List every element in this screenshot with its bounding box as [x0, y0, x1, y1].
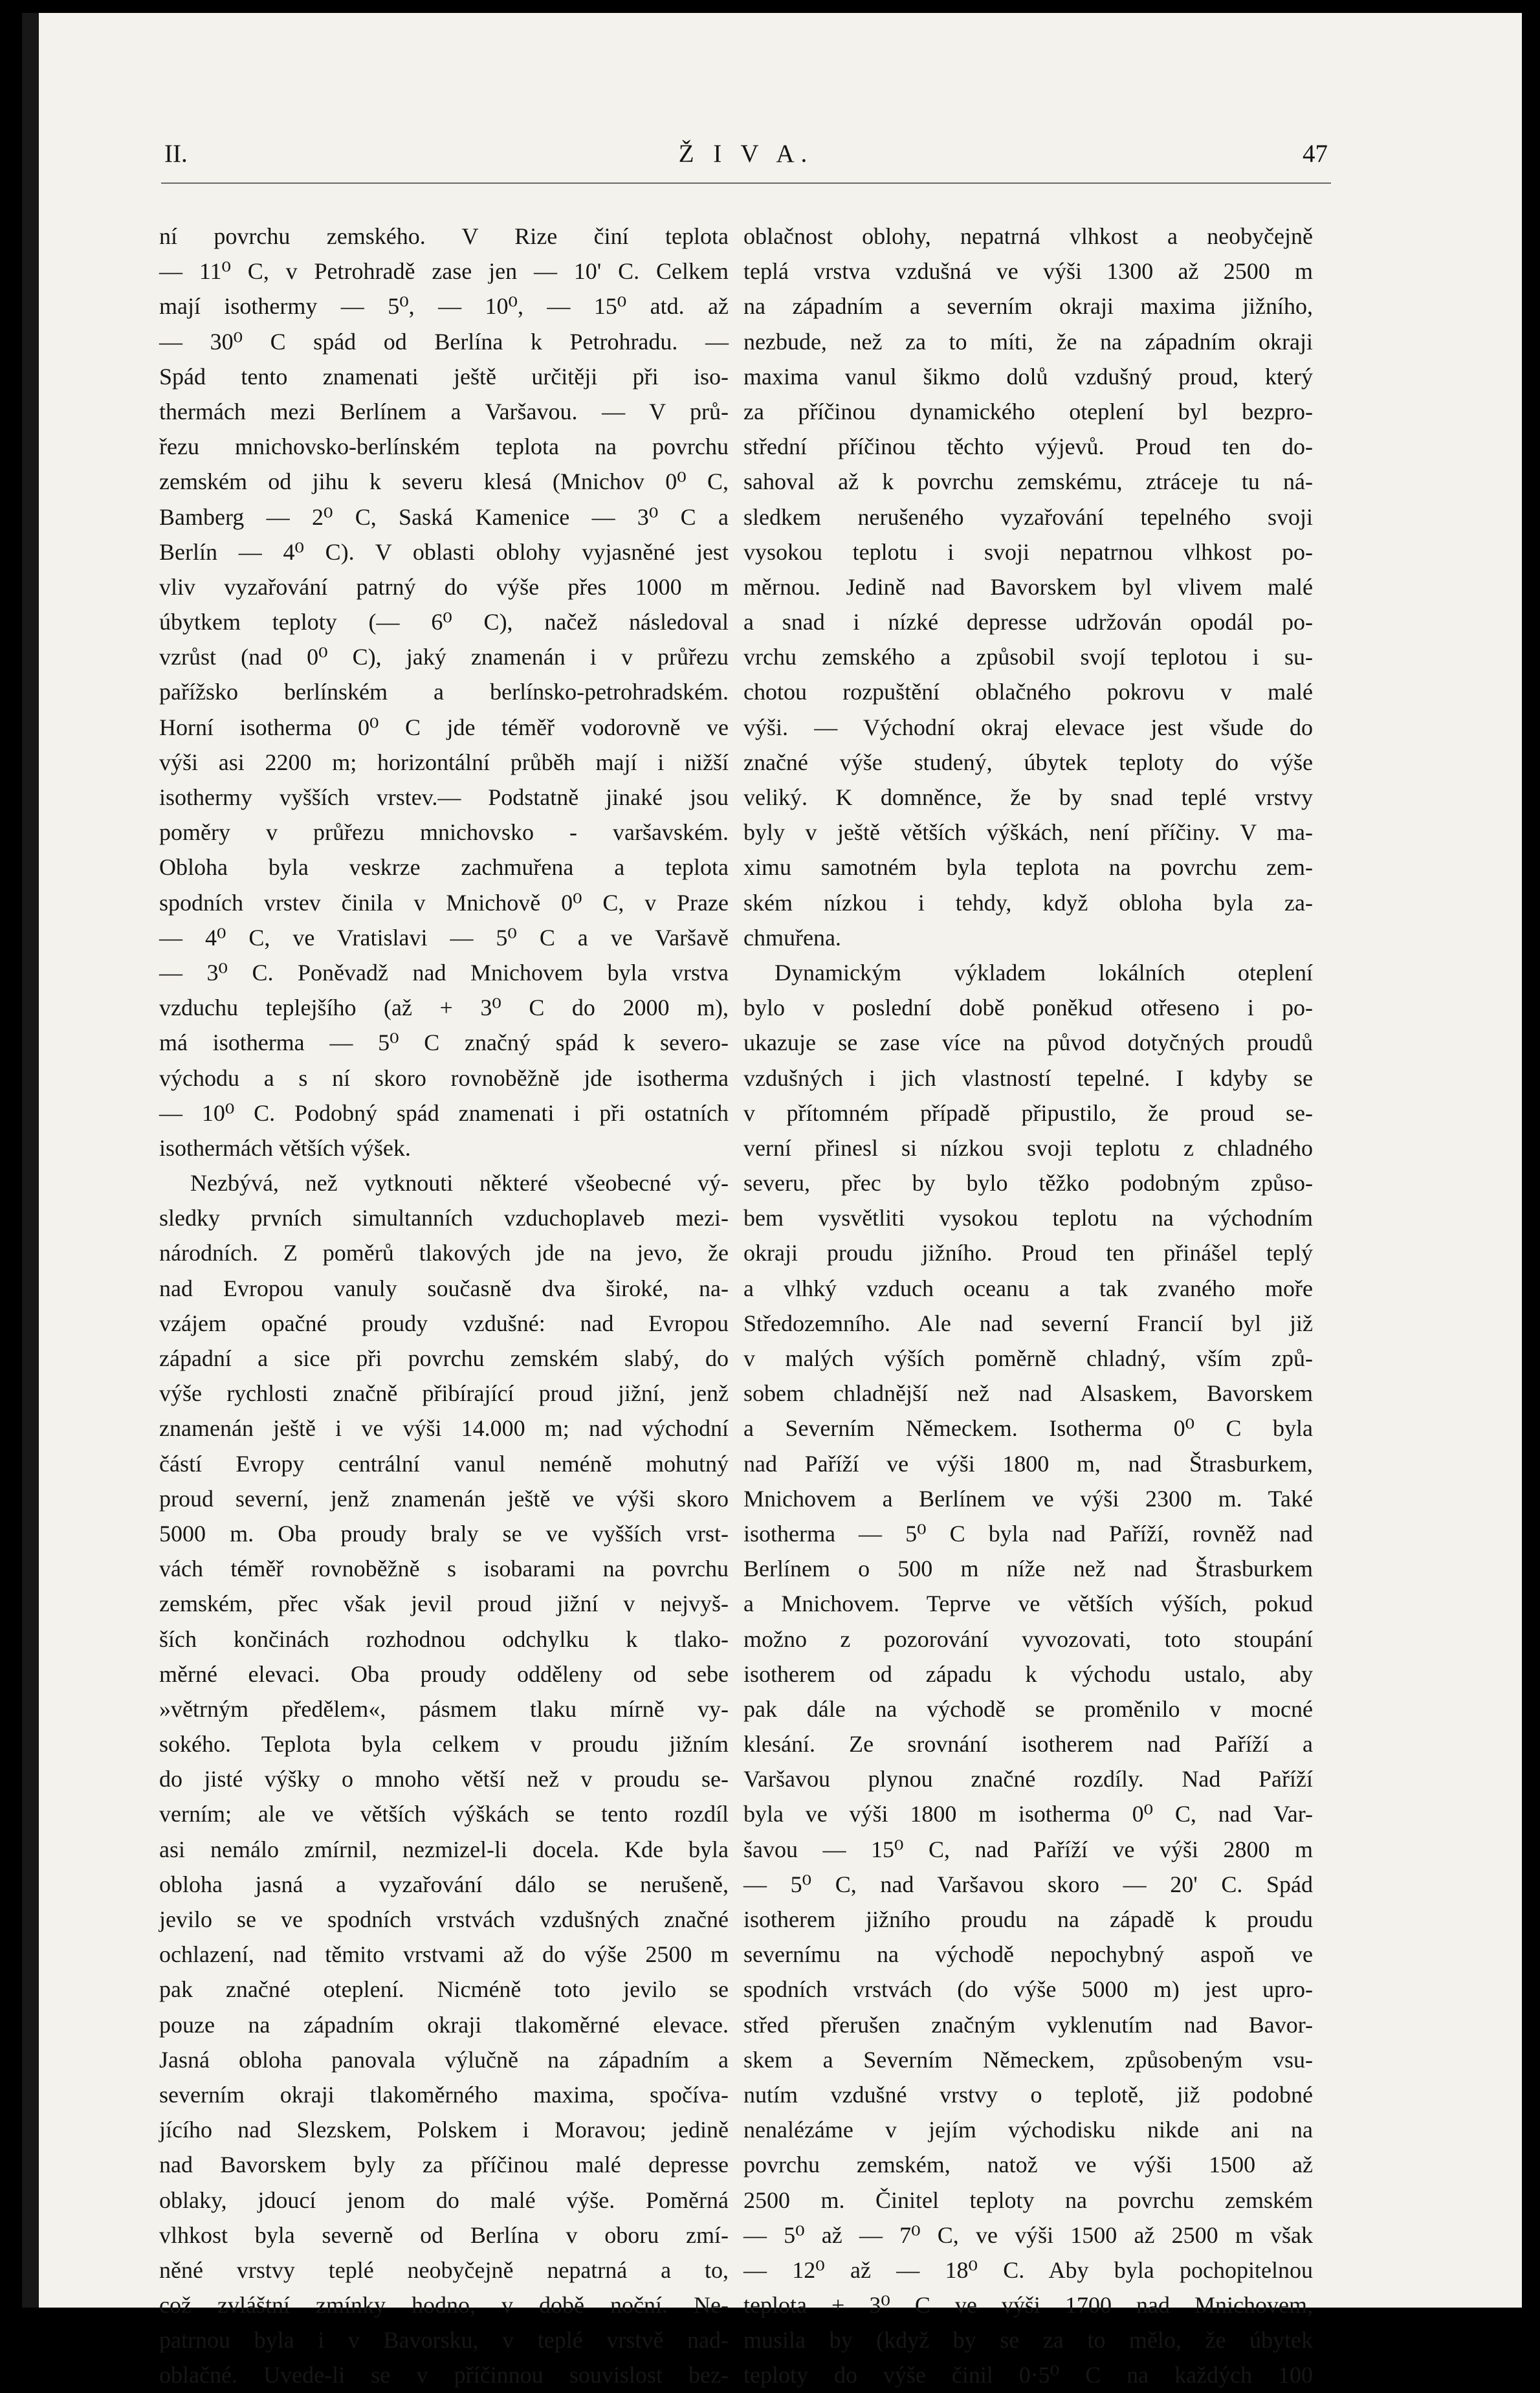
text-line: řezu mnichovsko-berlínském teplota na povrchu: [159, 434, 729, 460]
text-line: povrchu zemském, natož ve výši 1500 až: [743, 2152, 1313, 2178]
text-line: nenalézáme v jejím východisku nikde ani na: [743, 2117, 1313, 2143]
left-column: [159, 219, 729, 2393]
text-line: má isotherma — 5⁰ C značný spád k severo-: [159, 1030, 729, 1056]
text-line: isotherem od západu k východu ustalo, aby: [743, 1660, 1313, 1687]
text-line: jícího nad Slezskem, Polskem i Moravou; jedině: [159, 2117, 729, 2143]
text-line: a Severním Německem. Isotherma 0⁰ C byla: [743, 1415, 1313, 1442]
text-line: Dynamickým výkladem lokálních oteplení: [775, 959, 1313, 986]
text-line: veliký. K domněnce, že by snad teplé vrstvy: [743, 784, 1313, 810]
text-line: isotherem jižního proudu na západě k proudu: [743, 1906, 1313, 1932]
journal-page: [22, 13, 1522, 2388]
text-line: ochlazení, nad těmito vrstvami až do výše 2500 m: [159, 1941, 729, 1968]
text-line: Berlín — 4⁰ C). V oblasti oblohy vyjasněné jest: [159, 538, 729, 565]
text-line: sledky prvních simultanních vzduchoplaveb mezi-: [159, 1205, 729, 1231]
text-line: »větrným předělem«, pásmem tlaku mírně vy-: [159, 1695, 729, 1722]
text-line: vách téměř rovnoběžně s isobarami na povrchu: [159, 1556, 729, 1582]
text-line: ximu samotném byla teplota na povrchu zem-: [743, 854, 1313, 881]
text-line: vzduchu teplejšího (až + 3⁰ C do 2000 m),: [159, 995, 729, 1021]
text-line: byla ve výši 1800 m isotherma 0⁰ C, nad Var-: [743, 1801, 1313, 1827]
text-line: výše rychlosti značně přibírající proud jižní, jenž: [159, 1380, 729, 1407]
text-line: sahoval až k povrchu zemskému, ztráceje tu ná-: [743, 469, 1313, 495]
text-line: něné vrstvy teplé neobyčejně nepatrná a to,: [159, 2256, 729, 2283]
text-line: značné výše studený, úbytek teploty do výše: [743, 749, 1313, 775]
text-line: 5000 m. Oba proudy braly se ve vyšších vrst-: [159, 1520, 729, 1547]
text-line: ní povrchu zemského. V Rize činí teplota: [159, 223, 729, 249]
text-line: teploty do výše činil 0·5⁰ C na každých 100: [743, 2362, 1313, 2388]
text-line: pak značné oteplení. Nicméně toto jevilo se: [159, 1976, 729, 2003]
text-line: zemském od jihu k severu klesá (Mnichov 0⁰ C,: [159, 469, 729, 495]
text-line: úbytkem teploty (— 6⁰ C), načež následoval: [159, 609, 729, 635]
text-line: mají isothermy — 5⁰, — 10⁰, — 15⁰ atd. až: [159, 293, 729, 320]
page-number: 47: [1303, 140, 1328, 168]
text-line: nad Bavorskem byly za příčinou malé depresse: [159, 2152, 729, 2178]
text-line: — 4⁰ C, ve Vratislavi — 5⁰ C a ve Varšavě: [159, 924, 729, 951]
text-line: vliv vyzařování patrný do výše přes 1000 m: [159, 573, 729, 600]
text-line: šavou — 15⁰ C, nad Paříží ve výši 2800 m: [743, 1836, 1313, 1862]
text-line: chmuřena.: [743, 924, 841, 951]
section-number: II.: [164, 140, 188, 168]
text-line: bem vysvětliti vysokou teplotu na východním: [743, 1205, 1313, 1231]
text-line: sokého. Teplota byla celkem v proudu jižním: [159, 1731, 729, 1758]
text-line: nutím vzdušné vrstvy o teplotě, již podobné: [743, 2081, 1313, 2108]
text-line: částí Evropy centrální vanul neméně mohutný: [159, 1450, 729, 1477]
text-line: střední příčinou těchto výjevů. Proud ten do-: [743, 434, 1313, 460]
text-line: Nezbývá, než vytknouti některé všeobecné vý-: [190, 1170, 729, 1196]
text-line: Spád tento znamenati ještě určitěji při iso-: [159, 363, 729, 390]
text-line: patrnou byla i v Bavorsku, v teplé vrstvě nad-: [159, 2327, 729, 2354]
text-line: vzdušných i jich vlastností tepelné. I kdyby se: [743, 1064, 1313, 1091]
text-line: — 11⁰ C, v Petrohradě zase jen — 10' C. Celkem: [159, 258, 729, 285]
text-line: a vlhký vzduch oceanu a tak zvaného moře: [743, 1275, 1313, 1301]
text-line: pařížsko berlínském a berlínsko-petrohradském.: [159, 679, 729, 705]
text-line: severnímu na východě nepochybný aspoň ve: [743, 1941, 1313, 1968]
text-line: Horní isotherma 0⁰ C jde téměř vodorovně ve: [159, 714, 729, 740]
text-line: vzájem opačné proudy vzdušné: nad Evropou: [159, 1310, 729, 1336]
text-line: znamenán ještě i ve výši 14.000 m; nad východní: [159, 1415, 729, 1442]
text-line: možno z pozorování vyvozovati, toto stoupání: [743, 1626, 1313, 1652]
text-line: sobem chladnější než nad Alsaskem, Bavorskem: [743, 1380, 1313, 1407]
text-line: vzrůst (nad 0⁰ C), jaký znamenán i v průřezu: [159, 644, 729, 670]
text-line: severu, přec by bylo těžko podobným způso-: [743, 1170, 1313, 1196]
text-line: ších končinách rozhodnou odchylku k tlako-: [159, 1626, 729, 1652]
text-line: výši. — Východní okraj elevace jest všude do: [743, 714, 1313, 740]
right-column: [743, 219, 1313, 2393]
text-line: na západním a severním okraji maxima jižního,: [743, 293, 1313, 320]
text-line: Mnichovem a Berlínem ve výši 2300 m. Také: [743, 1485, 1313, 1512]
text-line: severním okraji tlakoměrného maxima, spočíva-: [159, 2081, 729, 2108]
text-line: verním; ale ve větších výškách se tento rozdíl: [159, 1801, 729, 1827]
text-line: a Mnichovem. Teprve ve větších výších, pokud: [743, 1591, 1313, 1617]
text-line: proud severní, jenž znamenán ještě ve výši skoro: [159, 1485, 729, 1512]
text-line: — 12⁰ až — 18⁰ C. Aby byla pochopitelnou: [743, 2256, 1313, 2283]
text-line: jevilo se ve spodních vrstvách vzdušných značné: [159, 1906, 729, 1932]
text-line: do jisté výšky o mnoho větší než v proudu se-: [159, 1766, 729, 1792]
text-line: — 30⁰ C spád od Berlína k Petrohradu. —: [159, 328, 729, 355]
running-header: [164, 139, 1328, 178]
text-line: isothermách větších výšek.: [159, 1134, 411, 1161]
text-line: zemském, přec však jevil proud jižní v nejvyš-: [159, 1591, 729, 1617]
text-line: vrchu zemského a způsobil svojí teplotou i su-: [743, 644, 1313, 670]
text-line: teplá vrstva vzdušná ve výši 1300 až 2500 m: [743, 258, 1313, 285]
text-line: v malých výších poměrně chladný, vším způ-: [743, 1345, 1313, 1371]
text-line: sledkem nerušeného vyzařování tepelného svoji: [743, 503, 1313, 530]
text-line: nad Paříží ve výši 1800 m, nad Štrasburkem,: [743, 1450, 1313, 1477]
text-line: v přítomném případě připustilo, že proud se-: [743, 1099, 1313, 1126]
text-line: maxima vanul šikmo dolů vzdušný proud, který: [743, 363, 1313, 390]
text-line: Bamberg — 2⁰ C, Saská Kamenice — 3⁰ C a: [159, 503, 729, 530]
text-line: klesání. Ze srovnání isotherem nad Paříží a: [743, 1731, 1313, 1758]
text-line: spodních vrstvách (do výše 5000 m) jest upro-: [743, 1976, 1313, 2003]
text-line: poměry v průřezu mnichovsko - varšavském.: [159, 819, 729, 846]
text-line: vlhkost byla severně od Berlína v oboru zmí-: [159, 2222, 729, 2248]
text-line: oblačnost oblohy, nepatrná vlhkost a neobyčejně: [743, 223, 1313, 249]
header-rule: [161, 182, 1331, 184]
text-line: národních. Z poměrů tlakových jde na jevo, že: [159, 1240, 729, 1266]
text-line: okraji proudu jižního. Proud ten přinášel teplý: [743, 1240, 1313, 1266]
text-line: verní přinesl si nízkou svoji teplotu z chladného: [743, 1134, 1313, 1161]
text-line: Berlínem o 500 m níže než nad Štrasburkem: [743, 1556, 1313, 1582]
text-line: isothermy vyšších vrstev.— Podstatně jinaké jsou: [159, 784, 729, 810]
text-line: oblaky, jdoucí jenom do malé výše. Poměrná: [159, 2187, 729, 2213]
text-line: a snad i nízké depresse udržován opodál po-: [743, 609, 1313, 635]
text-line: za příčinou dynamického oteplení byl bezpro-: [743, 398, 1313, 425]
text-line: východu a s ní skoro rovnoběžně jde isotherma: [159, 1064, 729, 1091]
text-line: ukazuje se zase více na původ dotyčných proudů: [743, 1030, 1313, 1056]
text-line: Varšavou plynou značné rozdíly. Nad Paříží: [743, 1766, 1313, 1792]
text-line: oblačné. Uvede-li se v příčinnou souvislost bez-: [159, 2362, 729, 2388]
text-line: asi nemálo zmírnil, nezmizel-li docela. Kde byla: [159, 1836, 729, 1862]
text-line: 2500 m. Činitel teploty na povrchu zemském: [743, 2187, 1313, 2213]
text-line: nad Evropou vanuly současně dva široké, na-: [159, 1275, 729, 1301]
text-line: měrné elevaci. Oba proudy odděleny od sebe: [159, 1660, 729, 1687]
text-line: — 5⁰ až — 7⁰ C, ve výši 1500 až 2500 m však: [743, 2222, 1313, 2248]
text-line: pak dále na východě se proměnilo v mocné: [743, 1695, 1313, 1722]
scan-binding-edge: [22, 13, 39, 2308]
text-line: měrnou. Jedině nad Bavorskem byl vlivem malé: [743, 573, 1313, 600]
text-line: západní a sice při povrchu zemském slabý, do: [159, 1345, 729, 1371]
text-line: skem a Severním Německem, způsobeným vsu-: [743, 2046, 1313, 2073]
text-line: obloha jasná a vyzařování dálo se nerušeně,: [159, 1871, 729, 1897]
text-line: — 3⁰ C. Poněvadž nad Mnichovem byla vrstva: [159, 959, 729, 986]
text-line: isotherma — 5⁰ C byla nad Paříží, rovněž nad: [743, 1520, 1313, 1547]
journal-title: Ž I V A.: [678, 140, 814, 168]
text-line: pouze na západním okraji tlakoměrné elevace.: [159, 2011, 729, 2038]
text-line: — 5⁰ C, nad Varšavou skoro — 20' C. Spád: [743, 1871, 1313, 1897]
text-line: musila by (když by se za to mělo, že úbytek: [743, 2327, 1313, 2354]
text-line: výši asi 2200 m; horizontální průběh mají i nižší: [159, 749, 729, 775]
text-line: Obloha byla veskrze zachmuřena a teplota: [159, 854, 729, 881]
text-line: ském nízkou i tehdy, když obloha byla za-: [743, 889, 1313, 916]
text-line: bylo v poslední době poněkud otřeseno i po-: [743, 995, 1313, 1021]
text-line: střed přerušen značným vyklenutím nad Bavor-: [743, 2011, 1313, 2038]
text-line: — 10⁰ C. Podobný spád znamenati i při ostatních: [159, 1099, 729, 1126]
text-line: thermách mezi Berlínem a Varšavou. — V prů-: [159, 398, 729, 425]
text-line: chotou rozpuštění oblačného pokrovu v malé: [743, 679, 1313, 705]
text-line: byly v ještě větších výškách, není příčiny. V ma-: [743, 819, 1313, 846]
text-line: vysokou teplotu i svoji nepatrnou vlhkost po-: [743, 538, 1313, 565]
text-line: což zvláštní zmínky hodno, v době noční. Ne-: [159, 2292, 729, 2319]
text-line: spodních vrstev činila v Mnichově 0⁰ C, v Praze: [159, 889, 729, 916]
text-line: Středozemního. Ale nad severní Francií byl již: [743, 1310, 1313, 1336]
text-line: teplota + 3⁰ C ve výši 1700 nad Mnichovem,: [743, 2292, 1313, 2319]
text-line: Jasná obloha panovala výlučně na západním a: [159, 2046, 729, 2073]
text-line: nezbude, než za to míti, že na západním okraji: [743, 328, 1313, 355]
